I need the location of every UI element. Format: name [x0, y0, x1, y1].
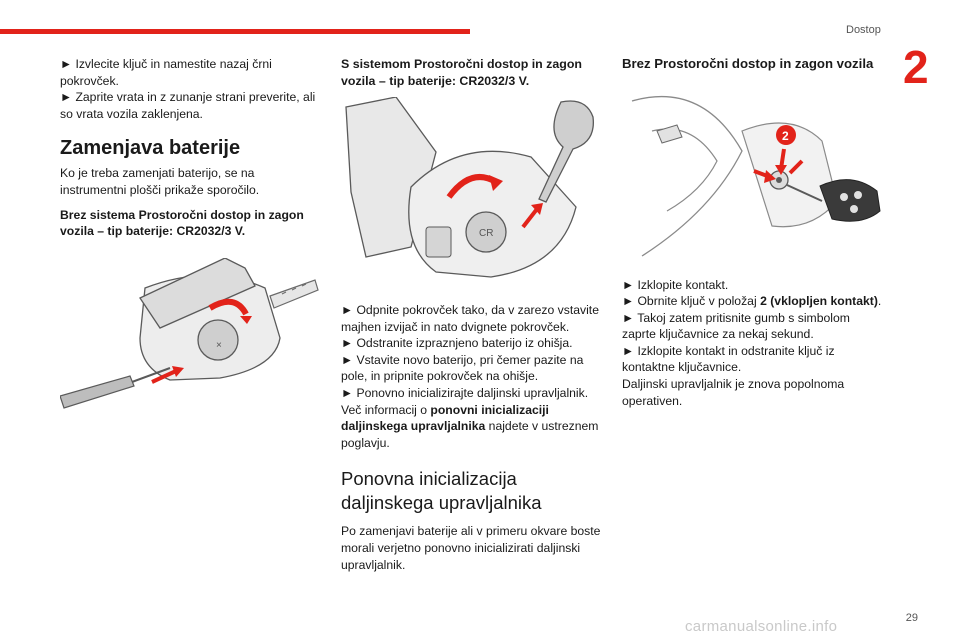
closing-text: Daljinski upravljalnik je znova popolnoma operativen.: [622, 377, 845, 408]
step-remove-battery: ► Odstranite izpraznjeno baterijo iz ohišja.: [341, 336, 573, 351]
step-press-lock-button: ► Takoj zatem pritisnite gumb s simbolom zaprte ključavnice za nekaj sekund.: [622, 310, 850, 342]
heading-remote-reinit: Ponovna inicializacija daljinskega upravljalnika: [341, 468, 542, 514]
step-ignition-off: ► Izklopite kontakt.: [622, 277, 729, 292]
keyless-fob-battery-illustration: [341, 97, 603, 282]
position-2-bold: 2 (vklopljen kontakt): [760, 294, 878, 309]
section-title: Dostop: [846, 24, 881, 36]
ignition-key-illustration: [622, 91, 884, 263]
chapter-number: 2: [903, 41, 929, 93]
heading-battery-replacement: Zamenjava baterije: [60, 137, 241, 160]
step-open-lid: ► Odpnite pokrovček tako, da v zarezo vstavite majhen izvijač in nato dvignete pokrovček.: [341, 303, 599, 334]
svg-text:CR: CR: [479, 228, 494, 239]
bullet-close-doors: ► Zaprite vrata in z zunanje strani preverite, ali so vrata vozila zaklenjena.: [60, 90, 316, 121]
subheading-without-keyless-start: Brez Prostoročni dostop in zagon vozila: [622, 56, 874, 71]
svg-text:×: ×: [216, 339, 222, 351]
watermark: carmanualsonline.info: [685, 618, 838, 635]
column-3: [622, 56, 884, 409]
step-insert-battery: ► Vstavite novo baterijo, pri čemer pazite na pole, in pripnite pokrovček na ohišje.: [341, 352, 584, 384]
reinit-body-text: Po zamenjavi baterije ali v primeru okvare boste morali verjetno ponovno inicializirati daljinski upravljalnik.: [341, 524, 601, 572]
column-2: [341, 56, 603, 573]
page-number: 29: [905, 612, 918, 624]
step-remove-key: ► Izklopite kontakt in odstranite ključ iz kontaktne ključavnice.: [622, 343, 835, 375]
step-turn-key: ► Obrnite ključ v položaj 2 (vklopljen kontakt).: [622, 294, 882, 309]
subheading-with-keyless: S sistemom Prostoročni dostop in zagon vozila – tip baterije: CR2032/3 V.: [341, 57, 582, 88]
more-info-text: Več informacij o ponovni inicializaciji daljinskega upravljalnika najdete v ustreznem poglavju.: [341, 402, 599, 450]
step-reinitialize: ► Ponovno inicializirajte daljinski upravljalnik.: [341, 385, 589, 400]
subheading-without-keyless: Brez sistema Prostoročni dostop in zagon vozila – tip baterije: CR2032/3 V.: [60, 207, 304, 239]
callout-number: 2: [782, 128, 789, 143]
bullet-remove-key: ► Izvlecite ključ in namestite nazaj črni pokrovček.: [60, 57, 272, 88]
battery-intro-text: Ko je treba zamenjati baterijo, se na instrumentni plošči prikaže sporočilo.: [60, 166, 260, 197]
column-1: [60, 56, 322, 428]
header-accent-bar: [0, 29, 470, 34]
more-info-bold: ponovni inicializaciji daljinskega upravljalnika: [341, 402, 549, 434]
key-battery-illustration: [60, 258, 322, 428]
